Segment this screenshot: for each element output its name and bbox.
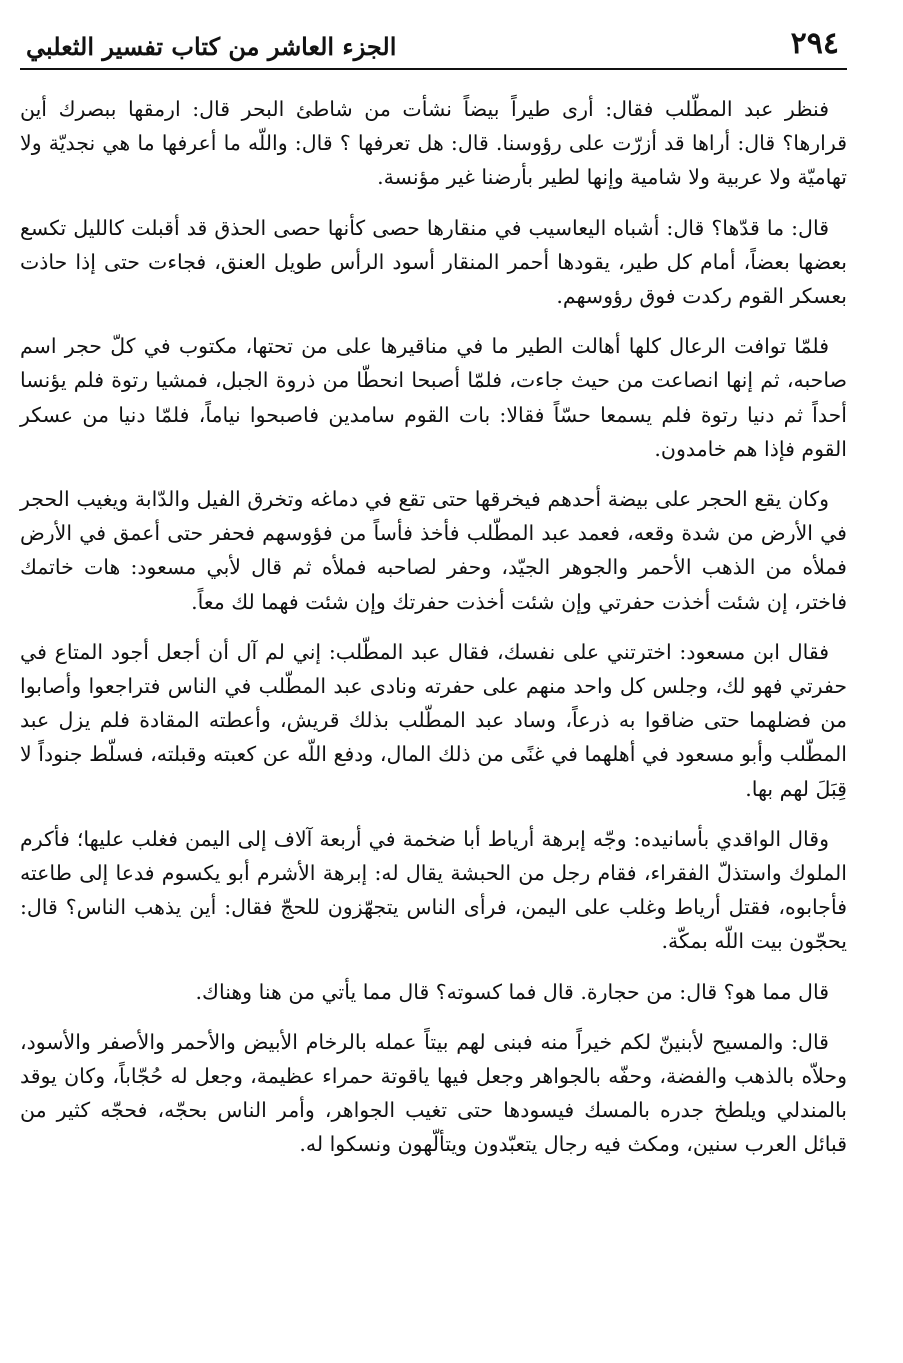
paragraph: وقال الواقدي بأسانيده: وجّه إبرهة أرياط أبا ضخمة في أربعة آلاف إلى اليمن فغلب عليها؛ فأكرم الملوك واستذلّ الفقراء، فقام رجل من الحبشة يقال له: إبرهة الأشرم أبو يكسوم فدعا إلى طاعته فأجابوه، فقتل أرياط وغلب على اليمن، فرأى الناس يتجهّزون للحجّ فقال: أين يذهب الناس؟ قال: يحجّون بيت اللّه بمكّة. bbox=[20, 826, 847, 954]
paragraph: فلمّا توافت الرعال كلها أهالت الطير ما في مناقيرها على من تحتها، مكتوب في كلّ حجر اسم صاحبه، ثم إنها انصاعت من حيث جاءت، فلمّا أصبحا انحطّا من ذروة الجبل، فمشيا رتوة فلم يؤنسا أحداً ثم دنيا رتوة فلم يسمعا حسّاً فقالا: بات القوم سامدين فاصبحوا نياماً، فلمّا دنيا من عسكر القوم فإذا هم خامدون. bbox=[20, 334, 847, 461]
page-number: ٢٩٤ bbox=[790, 26, 839, 61]
paragraph: قال: والمسيح لأبنينّ لكم خيراً منه فبنى لهم بيتاً عمله بالرخام الأبيض والأحمر والأصفر والأسود، وحلاّه بالذهب والفضة، وحفّه بالجواهر وجعل فيها ياقوتة حمراء عظيمة، وجعل له حُجّاباً، وكان يوقد بالمندلي ويلطخ جدره بالمسك فيسودها حتى تغيب الجواهر، وأمر الناس بحجّه، فحجّه كثير من قبائل العرب سنين، ومكث فيه رجال يتعبّدون ويتألّهون ونسكوا له. bbox=[20, 1029, 847, 1157]
page-body bbox=[20, 70, 847, 1162]
paragraph: فقال ابن مسعود: اخترتني على نفسك، فقال عبد المطّلب: إني لم آل أن أجعل أجود المتاع في حفرتي فهو لك، وجلس كل واحد منهم على حفرته ونادى عبد المطّلب في الناس فتراجعوا وأصابوا من فضلهما حتى ضاقوا به ذرعاً، وساد عبد المطّلب بذلك قريش، وأعطته المقادة فلم يزل عبد المطّلب وأبو مسعود في أهلهما في غنًى من ذلك المال، ودفع اللّه عن كعبته وقبلته، فسلّط جنوداً لا قِبَلَ لهم بها. bbox=[20, 639, 847, 801]
paragraph: فنظر عبد المطّلب فقال: أرى طيراً بيضاً نشأت من شاطئ البحر قال: ارمقها ببصرك أين قرارها؟ قال: أراها قد أزرّت على رؤوسنا. قال: هل تعرفها ؟ قال: واللّه ما أعرفها ما هي نجديّة ولا تهاميّة ولا عربية ولا شامية وإنها لطير بأرضنا غير مؤنسة. bbox=[20, 97, 847, 190]
page-header bbox=[20, 10, 847, 70]
running-title: الجزء العاشر من كتاب تفسير الثعلبي bbox=[26, 32, 397, 61]
paragraph: قال مما هو؟ قال: من حجارة. قال فما كسوته؟ قال مما يأتي من هنا وهناك. bbox=[195, 979, 829, 1004]
paragraph: وكان يقع الحجر على بيضة أحدهم فيخرقها حتى تقع في دماغه وتخرق الفيل والدّابة ويغيب الحجر في الأرض من شدة وقعه، فعمد عبد المطّلب فأخذ فأساً من فؤوسهم فحفر حتى أعمق في الأرض فملأه من الذهب الأحمر والجوهر الجيّد، وحفر لصاحبه فملأه ثم قال لأبي مسعود: هات خاتمك فاختر، إن شئت أخذت حفرتي وإن شئت أخذت حفرتك وإن شئت فهما لك معاً. bbox=[20, 487, 847, 614]
paragraph: قال: ما قدّها؟ قال: أشباه اليعاسيب في منقارها حصى كأنها حصى الحذق قد أقبلت كالليل تكسع بعضها بعضاً، أمام كل طير، يقودها أحمر المنقار أسود الرأس طويل العنق، فجاءت حتى إذا حاذت بعسكر القوم ركدت فوق رؤوسهم. bbox=[20, 215, 847, 309]
